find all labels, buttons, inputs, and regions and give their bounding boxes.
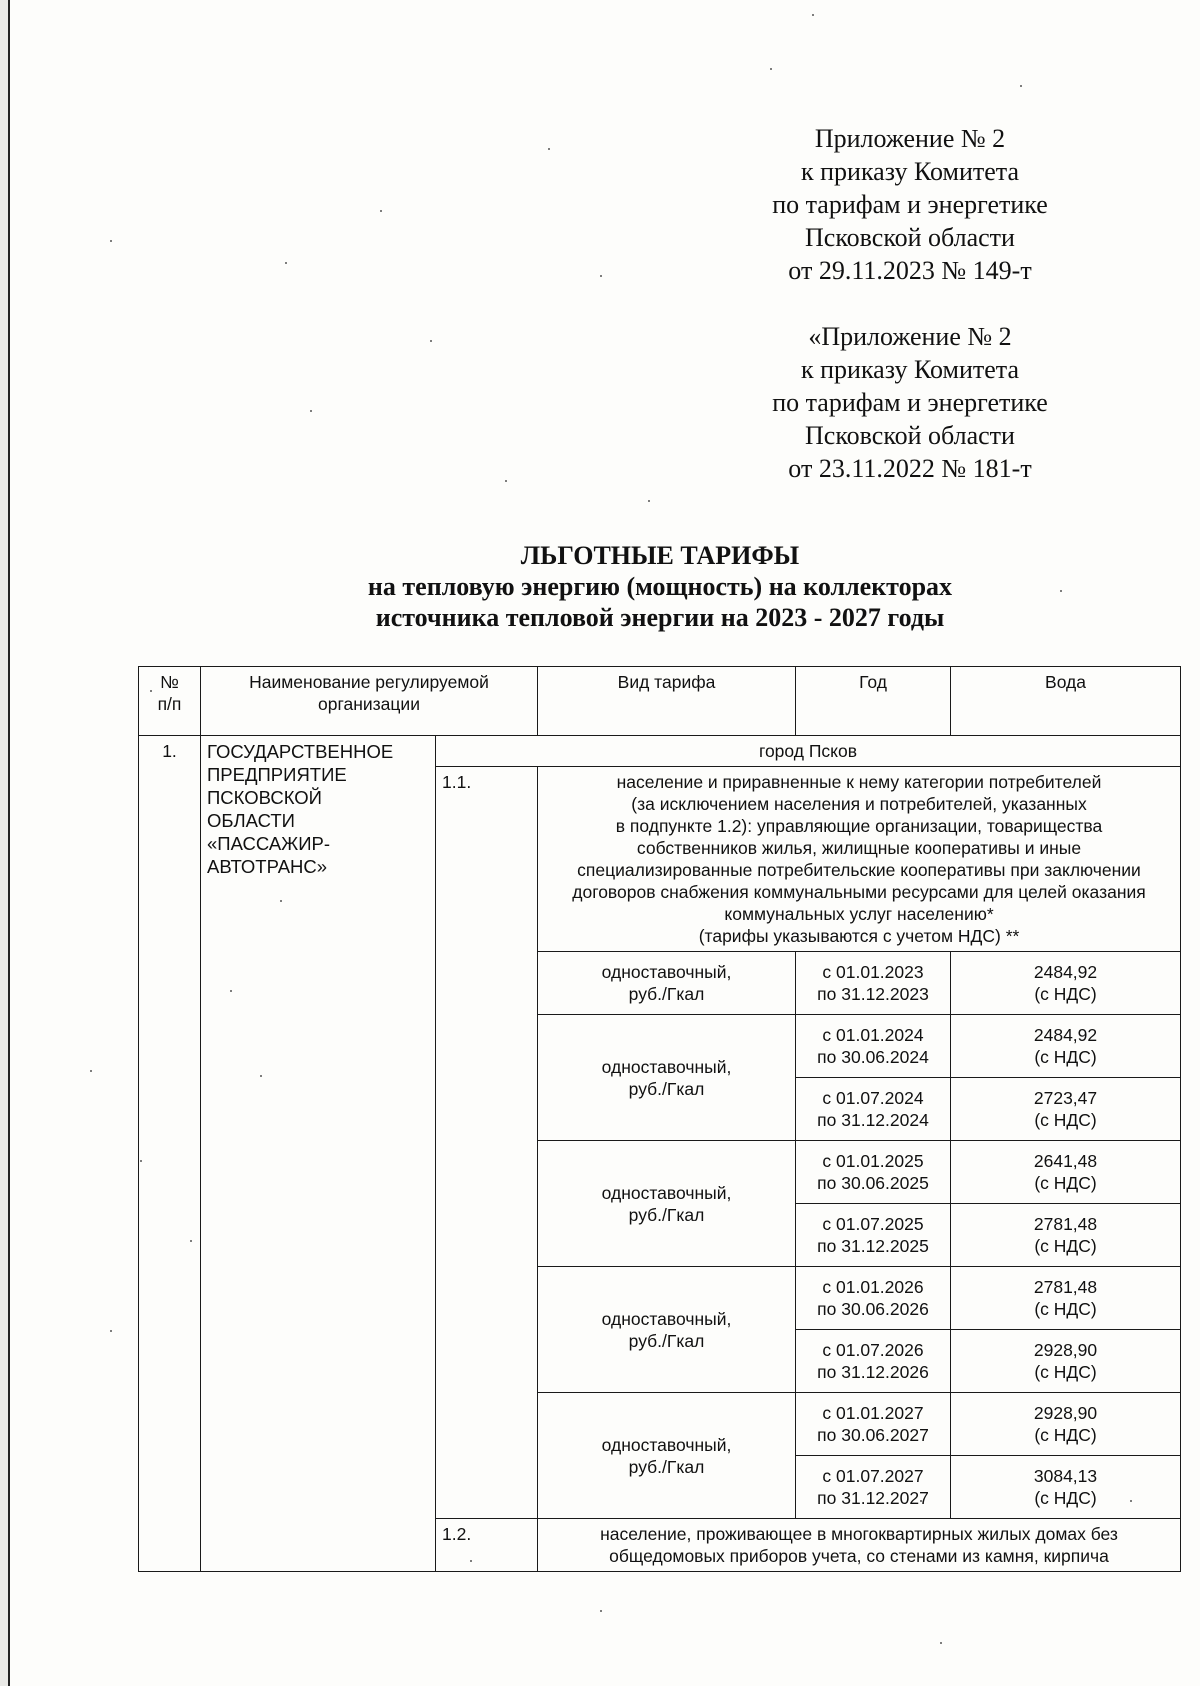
tariff-value — [951, 1015, 1181, 1078]
row-number: 1. — [139, 736, 201, 1572]
title-line-2: на тепловую энергию (мощность) на коллекторах — [367, 572, 953, 601]
period-line: с 01.07.2026 — [822, 1340, 924, 1360]
tariff-period — [796, 1078, 951, 1141]
tariff-type-line: руб./Гкал — [628, 1078, 705, 1099]
tariff-period — [796, 1141, 951, 1204]
scan-left-edge — [0, 0, 10, 1686]
tariff-value — [951, 1078, 1181, 1141]
category-line: (тарифы указываются с учетом НДС) ** — [698, 926, 1020, 946]
appendix-line: Приложение № 2 — [814, 124, 1006, 153]
period-line: по 30.06.2024 — [817, 1047, 929, 1067]
tariff-amount: 2484,92 — [1033, 962, 1098, 982]
tariff-amount: 2928,90 — [1033, 1340, 1098, 1360]
tariff-amount: 2484,92 — [1033, 1025, 1098, 1045]
appendix-line: по тарифам и энергетике — [772, 190, 1048, 219]
tariff-type-line: одноставочный, — [601, 1434, 732, 1455]
vat-note: (с НДС) — [1034, 1362, 1097, 1382]
scan-speck — [548, 148, 550, 150]
period-line: по 30.06.2025 — [817, 1173, 929, 1193]
scan-speck — [812, 14, 814, 16]
vat-note: (с НДС) — [1034, 1425, 1097, 1445]
tariff-period — [796, 1204, 951, 1267]
period-line: с 01.01.2024 — [822, 1025, 924, 1045]
table-header-row — [139, 667, 1181, 736]
scan-speck — [285, 262, 287, 264]
appendix-line: по тарифам и энергетике — [772, 388, 1048, 417]
tariff-type-line: руб./Гкал — [628, 984, 705, 1004]
tariff-value — [951, 1204, 1181, 1267]
city-name: город Псков — [436, 736, 1181, 767]
tariff-period — [796, 1393, 951, 1456]
category-line: общедомовых приборов учета, со стенами из камня, кирпича — [609, 1546, 1109, 1566]
period-line: по 30.06.2027 — [817, 1425, 929, 1445]
appendix-line: к приказу Комитета — [800, 355, 1019, 384]
category-line: (за исключением населения и потребителей, указанных — [631, 794, 1087, 814]
organization-line: «ПАССАЖИР- — [207, 833, 331, 854]
consumer-category — [538, 1519, 1181, 1572]
tariff-type — [538, 1141, 796, 1267]
vat-note: (с НДС) — [1034, 984, 1097, 1004]
tariff-type-line: одноставочный, — [601, 1056, 732, 1077]
scan-speck — [648, 500, 650, 502]
organization-line: ПСКОВСКОЙ — [207, 787, 322, 808]
tariff-amount: 2781,48 — [1033, 1214, 1098, 1234]
tariff-type-line: одноставочный, — [601, 1182, 732, 1203]
organization-line: ГОСУДАРСТВЕННОЕ — [207, 741, 394, 762]
scan-speck — [90, 1070, 92, 1072]
tariff-type — [538, 1015, 796, 1141]
scan-speck — [1020, 85, 1022, 87]
appendix-line: «Приложение № 2 — [808, 322, 1012, 351]
tariff-type-line: руб./Гкал — [628, 1330, 705, 1351]
appendix-line: Псковской области — [805, 421, 1015, 450]
tariff-type-line: одноставочный, — [601, 962, 732, 982]
tariff-amount: 3084,13 — [1033, 1466, 1098, 1486]
vat-note: (с НДС) — [1034, 1236, 1097, 1256]
scan-speck — [770, 68, 772, 70]
tariff-period — [796, 1015, 951, 1078]
appendix-line: от 29.11.2023 № 149-т — [788, 256, 1032, 285]
tariff-value — [951, 1393, 1181, 1456]
document-title — [120, 540, 1200, 633]
category-line: население и приравненные к нему категории потребителей — [616, 772, 1102, 792]
tariff-value — [951, 1267, 1181, 1330]
scan-speck — [310, 410, 312, 412]
period-line: с 01.01.2025 — [822, 1151, 924, 1171]
tariff-amount: 2641,48 — [1033, 1151, 1098, 1171]
appendix-line: к приказу Комитета — [800, 157, 1019, 186]
tariff-period — [796, 952, 951, 1015]
header-year: Год — [796, 667, 951, 736]
appendix-line: от 23.11.2022 № 181-т — [788, 454, 1032, 483]
category-line: население, проживающее в многоквартирных жилых домах без — [600, 1524, 1118, 1544]
tariff-period — [796, 1330, 951, 1393]
period-line: по 31.12.2024 — [817, 1110, 929, 1130]
organization-name — [201, 736, 436, 1572]
header-water: Вода — [951, 667, 1181, 736]
period-line: с 01.07.2027 — [822, 1466, 924, 1486]
tariff-value — [951, 952, 1181, 1015]
scan-speck — [430, 340, 432, 342]
tariff-amount: 2928,90 — [1033, 1403, 1098, 1423]
organization-line: ПРЕДПРИЯТИЕ — [207, 764, 347, 785]
tariff-type — [538, 1267, 796, 1393]
scan-speck — [110, 240, 112, 242]
organization-line: ОБЛАСТИ — [207, 810, 295, 831]
header-num — [139, 667, 201, 736]
header-num-line: № — [160, 672, 179, 692]
title-line-3: источника тепловой энергии на 2023 - 2027 годы — [375, 603, 945, 632]
period-line: с 01.01.2026 — [822, 1277, 924, 1297]
tariff-table — [138, 666, 1181, 1572]
tariff-amount: 2781,48 — [1033, 1277, 1098, 1297]
tariff-amount: 2723,47 — [1033, 1088, 1098, 1108]
header-tariff-type: Вид тарифа — [538, 667, 796, 736]
appendix-original — [730, 320, 1090, 485]
scan-speck — [505, 480, 507, 482]
tariff-type-line: одноставочный, — [601, 1308, 732, 1329]
tariff-type-line: руб./Гкал — [628, 1204, 705, 1225]
period-line: с 01.07.2024 — [822, 1088, 924, 1108]
tariff-type — [538, 1393, 796, 1519]
tariff-value — [951, 1141, 1181, 1204]
tariff-type — [538, 952, 796, 1015]
appendix-line: Псковской области — [805, 223, 1015, 252]
appendix-current — [730, 122, 1090, 287]
header-num-line: п/п — [157, 694, 182, 714]
scan-speck — [600, 275, 602, 277]
tariff-period — [796, 1267, 951, 1330]
scan-speck — [600, 1610, 602, 1612]
consumer-category — [538, 767, 1181, 952]
period-line: с 01.01.2027 — [822, 1403, 924, 1423]
category-line: в подпункте 1.2): управляющие организации, товарищества — [615, 816, 1103, 836]
scan-speck — [380, 210, 382, 212]
period-line: по 30.06.2026 — [817, 1299, 929, 1319]
tariff-value — [951, 1456, 1181, 1519]
category-line: коммунальных услуг населению* — [724, 904, 994, 924]
period-line: с 01.07.2025 — [822, 1214, 924, 1234]
tariff-period — [796, 1456, 951, 1519]
vat-note: (с НДС) — [1034, 1299, 1097, 1319]
vat-note: (с НДС) — [1034, 1488, 1097, 1508]
vat-note: (с НДС) — [1034, 1173, 1097, 1193]
header-org: Наименование регулируемой организации — [201, 667, 538, 736]
organization-line: АВТОТРАНС» — [207, 856, 328, 877]
subitem-number: 1.2. — [436, 1519, 538, 1572]
category-line: собственников жилья, жилищные кооперативы и иные — [636, 838, 1082, 858]
period-line: по 31.12.2025 — [817, 1236, 929, 1256]
table-row — [139, 736, 1181, 767]
title-line-1: ЛЬГОТНЫЕ ТАРИФЫ — [520, 541, 800, 570]
period-line: по 31.12.2023 — [817, 984, 929, 1004]
period-line: с 01.01.2023 — [822, 962, 924, 982]
category-line: специализированные потребительские кооперативы при заключении — [577, 860, 1141, 880]
category-line: договоров снабжения коммунальными ресурсами для целей оказания — [572, 882, 1146, 902]
tariff-type-line: руб./Гкал — [628, 1456, 705, 1477]
subitem-number: 1.1. — [436, 767, 538, 1519]
scan-speck — [110, 1330, 112, 1332]
scan-speck — [940, 1642, 942, 1644]
vat-note: (с НДС) — [1034, 1110, 1097, 1130]
tariff-value — [951, 1330, 1181, 1393]
vat-note: (с НДС) — [1034, 1047, 1097, 1067]
period-line: по 31.12.2026 — [817, 1362, 929, 1382]
period-line: по 31.12.2027 — [817, 1488, 929, 1508]
